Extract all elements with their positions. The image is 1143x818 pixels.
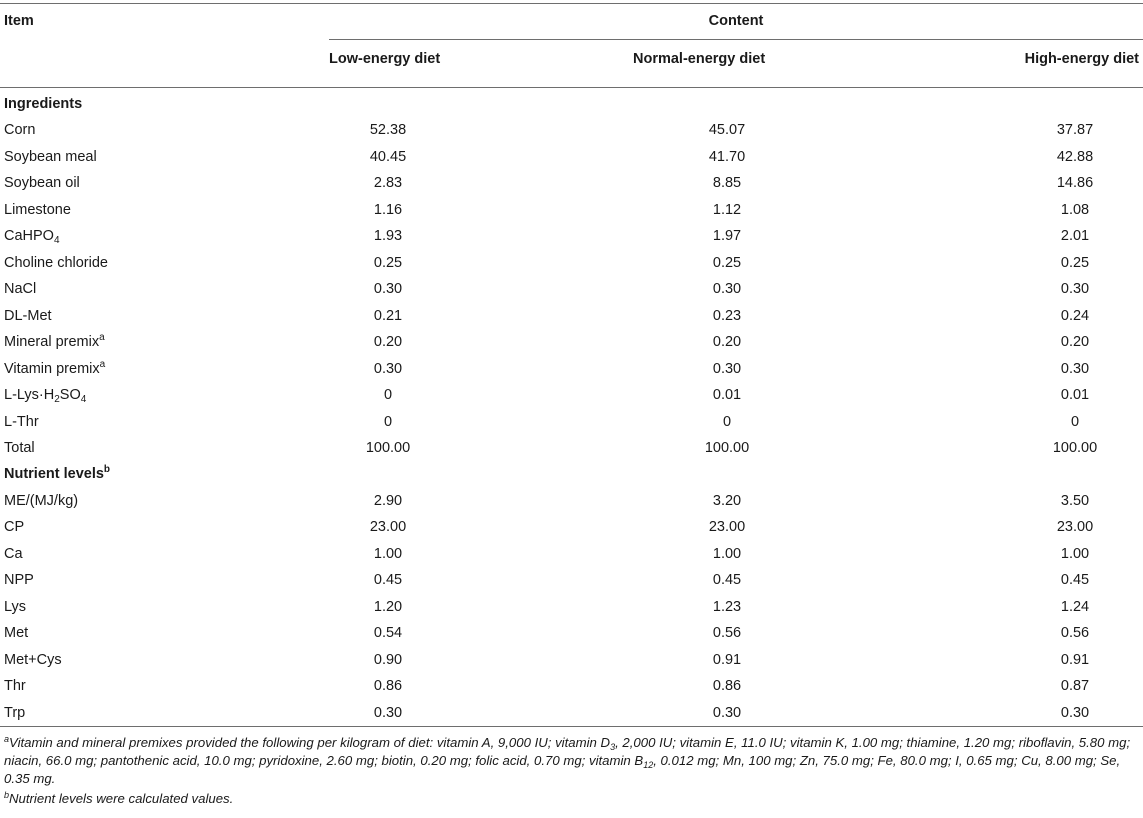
header-low-energy: Low-energy diet [329, 51, 441, 67]
row-label-footnote-mark: a [99, 358, 106, 370]
row-label-text: Ingredients [4, 96, 83, 112]
cell-normal-energy: 8.85 [712, 175, 742, 192]
table-row [0, 541, 1143, 567]
footnote-a-sub-1: 3 [610, 742, 616, 752]
cell-high-energy: 0.30 [1060, 281, 1090, 298]
row-label [4, 255, 108, 271]
cell-normal-energy: 1.00 [712, 545, 742, 562]
table-row [0, 303, 1143, 329]
row-label-text: L-Thr [4, 413, 39, 430]
header-high-energy: High-energy diet [1024, 51, 1139, 67]
table-bottom-rule [0, 726, 1143, 727]
cell-low-energy: 0.45 [373, 572, 403, 589]
row-label-text: ME/(MJ/kg) [4, 492, 79, 509]
cell-high-energy: 3.50 [1060, 492, 1090, 509]
row-label [4, 652, 62, 668]
table-row [0, 223, 1143, 249]
cell-high-energy: 14.86 [1056, 175, 1094, 192]
cell-high-energy: 42.88 [1056, 148, 1094, 165]
row-label [4, 625, 28, 641]
table-row [0, 144, 1143, 170]
row-label-text: Ca [4, 545, 23, 562]
table-row [0, 250, 1143, 276]
cell-normal-energy: 1.12 [712, 201, 742, 218]
cell-normal-energy: 0.30 [712, 281, 742, 298]
row-label [4, 228, 60, 247]
row-label [4, 122, 35, 138]
cell-low-energy: 2.90 [373, 492, 403, 509]
table-row [0, 170, 1143, 196]
content-span-rule [329, 39, 1143, 40]
row-label [4, 96, 82, 112]
table-row [0, 673, 1143, 699]
cell-high-energy: 0.30 [1060, 704, 1090, 721]
cell-normal-energy: 0.91 [712, 651, 742, 668]
cell-normal-energy: 0 [722, 413, 732, 430]
table-row [0, 329, 1143, 355]
table-row [0, 117, 1143, 143]
cell-high-energy: 1.00 [1060, 545, 1090, 562]
cell-high-energy: 0.87 [1060, 678, 1090, 695]
cell-low-energy: 1.16 [373, 201, 403, 218]
footnote-a-text-1: Vitamin and mineral premixes provided the following per kilogram of diet: vitamin A, 9,000 IU; vitamin D [9, 735, 611, 750]
row-label-text: Lys [4, 598, 27, 615]
row-label [4, 678, 26, 694]
row-label-text: Nutrient levels [4, 466, 104, 483]
row-label-text: Met+Cys [4, 651, 62, 668]
header-bottom-rule [0, 87, 1143, 88]
section-row [0, 461, 1143, 487]
cell-normal-energy: 0.86 [712, 678, 742, 695]
header-item: Item [4, 13, 34, 29]
row-label-text: Total [4, 439, 35, 456]
row-label-text: Mineral premix [4, 334, 100, 351]
row-label [4, 334, 105, 350]
row-label-text: L-Lys·H [4, 387, 55, 404]
footnote-a-text-3: , 0.012 mg; Mn, 100 mg; Zn, 75.0 mg; Fe, 80.0 mg; I, 0.65 mg; Cu, 8.00 mg; Se, 0.35 mg. [4, 753, 1121, 786]
row-label [4, 308, 52, 324]
row-label-text: Soybean oil [4, 175, 80, 192]
cell-low-energy: 2.83 [373, 175, 403, 192]
row-label [4, 414, 39, 430]
table-row [0, 488, 1143, 514]
table-row [0, 435, 1143, 461]
cell-high-energy: 1.24 [1060, 598, 1090, 615]
row-label-subscript-2: 4 [80, 394, 87, 406]
footnote-b-text: Nutrient levels were calculated values. [9, 791, 234, 806]
cell-normal-energy: 0.25 [712, 254, 742, 271]
header-content: Content [708, 13, 764, 29]
cell-normal-energy: 0.45 [712, 572, 742, 589]
row-label [4, 572, 34, 588]
row-label-text: Vitamin premix [4, 360, 100, 377]
cell-high-energy: 0 [1070, 413, 1080, 430]
table-row [0, 197, 1143, 223]
footnote-b-mark: b [4, 790, 10, 800]
table-row [0, 647, 1143, 673]
row-label-text: Met [4, 625, 29, 642]
cell-low-energy: 0.20 [373, 334, 403, 351]
row-label-subscript: 4 [53, 235, 60, 247]
cell-high-energy: 0.91 [1060, 651, 1090, 668]
cell-high-energy: 0.20 [1060, 334, 1090, 351]
table-row [0, 409, 1143, 435]
row-label-text: CP [4, 519, 25, 536]
row-label [4, 175, 80, 191]
cell-low-energy: 1.93 [373, 228, 403, 245]
header-normal-energy: Normal-energy diet [633, 51, 766, 67]
cell-high-energy: 1.08 [1060, 201, 1090, 218]
cell-low-energy: 0.90 [373, 651, 403, 668]
row-label-text: DL-Met [4, 307, 52, 324]
footnote-a-mark: a [4, 734, 10, 744]
cell-normal-energy: 0.30 [712, 704, 742, 721]
row-label [4, 519, 24, 535]
section-row [0, 91, 1143, 117]
row-label [4, 599, 26, 615]
row-label-text: Soybean meal [4, 148, 97, 165]
cell-high-energy: 37.87 [1056, 122, 1094, 139]
cell-low-energy: 40.45 [369, 148, 407, 165]
cell-high-energy: 0.30 [1060, 360, 1090, 377]
cell-low-energy: 0.30 [373, 704, 403, 721]
cell-low-energy: 1.20 [373, 598, 403, 615]
cell-normal-energy: 0.23 [712, 307, 742, 324]
cell-high-energy: 0.56 [1060, 625, 1090, 642]
row-label [4, 440, 35, 456]
cell-low-energy: 0.86 [373, 678, 403, 695]
row-label-text: Corn [4, 122, 36, 139]
cell-low-energy: 100.00 [365, 439, 411, 456]
cell-normal-energy: 0.20 [712, 334, 742, 351]
cell-normal-energy: 3.20 [712, 492, 742, 509]
table-row [0, 514, 1143, 540]
row-label [4, 281, 36, 297]
cell-low-energy: 0.25 [373, 254, 403, 271]
table-row [0, 382, 1143, 408]
cell-high-energy: 0.25 [1060, 254, 1090, 271]
row-label-text: Choline chloride [4, 254, 108, 271]
row-label [4, 466, 110, 482]
cell-normal-energy: 0.01 [712, 387, 742, 404]
cell-low-energy: 0 [383, 413, 393, 430]
footnote-a [4, 734, 1139, 788]
cell-low-energy: 0.21 [373, 307, 403, 324]
row-label-text: Trp [4, 704, 26, 721]
table-row [0, 567, 1143, 593]
cell-low-energy: 0.30 [373, 360, 403, 377]
table-row [0, 700, 1143, 726]
cell-normal-energy: 41.70 [708, 148, 746, 165]
row-label-text: NPP [4, 572, 34, 589]
row-label-footnote-mark: a [99, 332, 105, 344]
cell-normal-energy: 1.23 [712, 598, 742, 615]
row-label-text: Thr [4, 678, 26, 695]
cell-high-energy: 0.45 [1060, 572, 1090, 589]
row-label [4, 149, 97, 165]
row-label [4, 358, 106, 377]
row-label [4, 546, 23, 562]
cell-low-energy: 1.00 [373, 545, 403, 562]
footnote-a-sub-2: 12 [643, 760, 654, 770]
row-label [4, 387, 87, 406]
cell-low-energy: 52.38 [369, 122, 407, 139]
row-label [4, 493, 78, 509]
table-row [0, 620, 1143, 646]
cell-normal-energy: 0.56 [712, 625, 742, 642]
table-row [0, 594, 1143, 620]
cell-normal-energy: 23.00 [708, 519, 746, 536]
cell-normal-energy: 0.30 [712, 360, 742, 377]
cell-high-energy: 100.00 [1052, 439, 1098, 456]
table-top-rule [0, 3, 1143, 4]
cell-high-energy: 2.01 [1060, 228, 1090, 245]
cell-low-energy: 0.30 [373, 281, 403, 298]
cell-high-energy: 0.01 [1060, 387, 1090, 404]
row-label-subscript: 2 [54, 394, 60, 406]
cell-low-energy: 23.00 [369, 519, 407, 536]
row-label-footnote-mark: b [103, 464, 111, 476]
footnote-a-text-2: , 2,000 IU; vitamin E, 11.0 IU; vitamin K, 1.00 mg; thiamine, 1.20 mg; riboflavin, 5.80 mg; niacin, 66.0 mg; pantothenic acid, 10.0 mg; pyridoxine, 2.60 mg; biotin, 0.20 mg; folic acid, 0.70 mg; vitamin B [4, 735, 1131, 768]
row-label [4, 202, 71, 218]
row-label-text: NaCl [4, 281, 37, 298]
cell-normal-energy: 100.00 [704, 439, 750, 456]
cell-low-energy: 0 [383, 387, 393, 404]
row-label [4, 705, 25, 721]
table-row [0, 356, 1143, 382]
cell-normal-energy: 45.07 [708, 122, 746, 139]
cell-normal-energy: 1.97 [712, 228, 742, 245]
footnote-b [4, 790, 1139, 808]
table-row [0, 276, 1143, 302]
cell-high-energy: 23.00 [1056, 519, 1094, 536]
cell-high-energy: 0.24 [1060, 307, 1090, 324]
row-label-text: CaHPO [4, 228, 54, 245]
row-label-text-2: SO [59, 387, 81, 404]
row-label-text: Limestone [4, 201, 71, 218]
cell-low-energy: 0.54 [373, 625, 403, 642]
